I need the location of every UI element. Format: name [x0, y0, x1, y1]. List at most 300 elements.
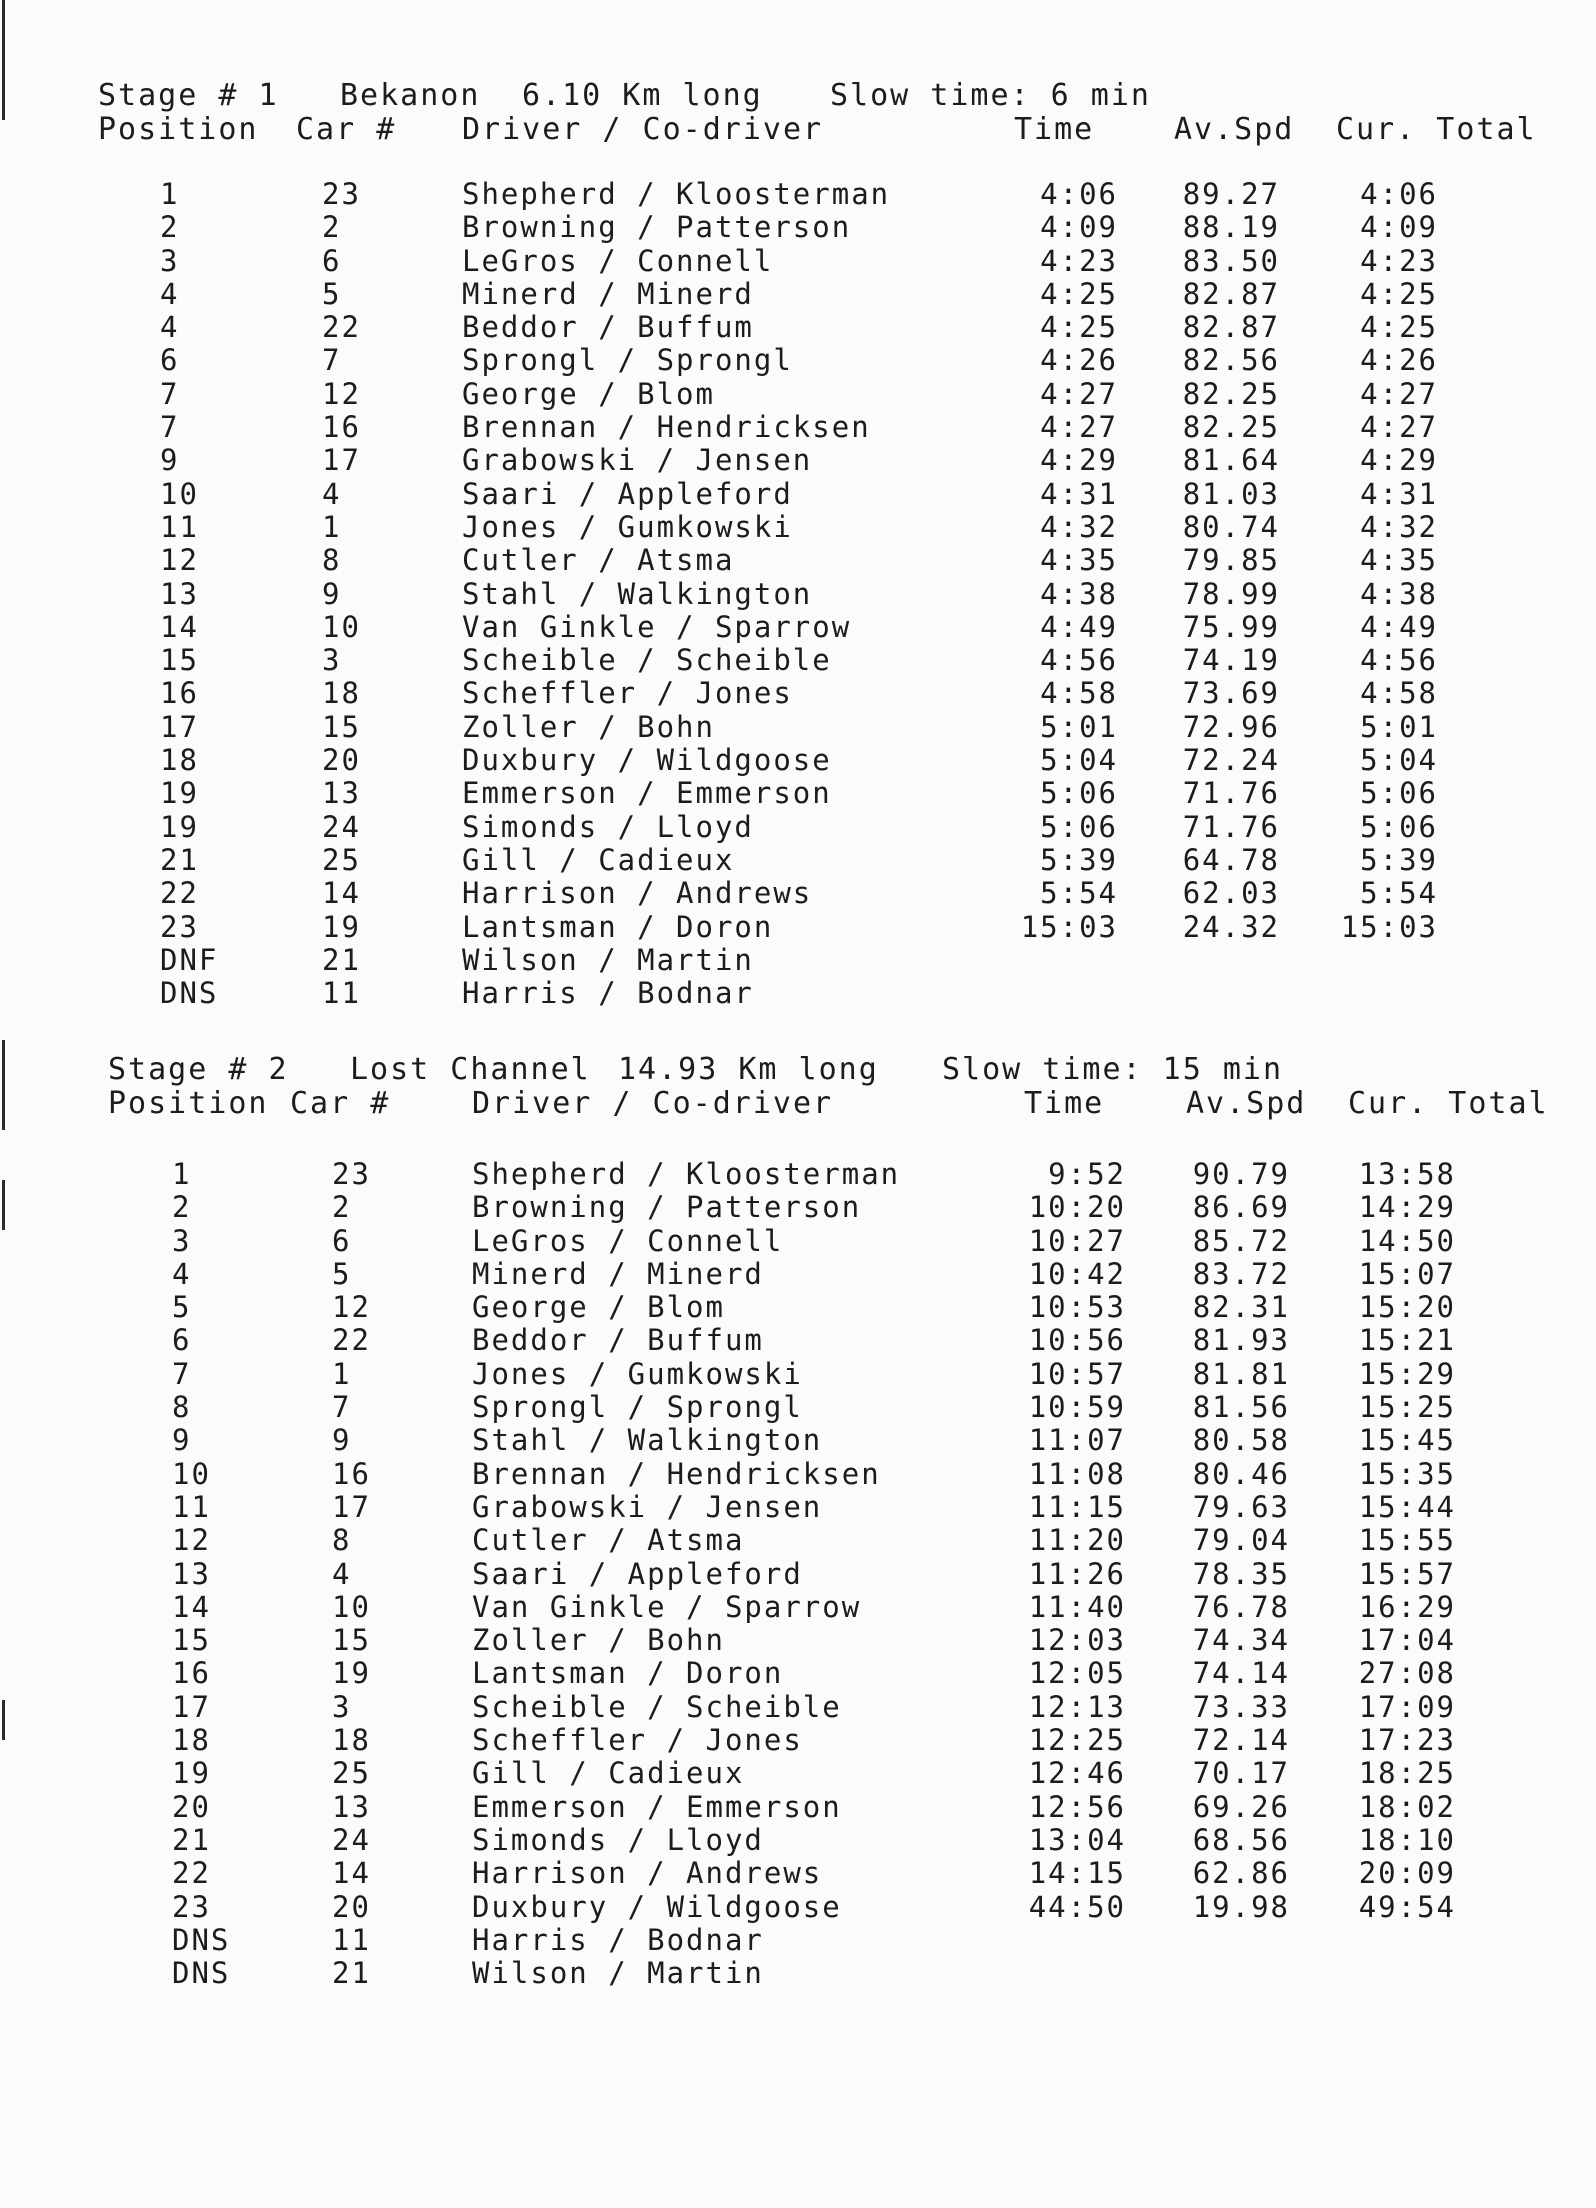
stage-time-cell: 10:57	[1028, 1356, 1126, 1391]
position-cell: 9	[160, 443, 180, 478]
average-speed-cell: 68.56	[1192, 1822, 1290, 1857]
car-number-cell: 13	[322, 776, 361, 811]
position-cell: 4	[172, 1256, 192, 1291]
stage-title: Stage # 1	[98, 78, 279, 113]
result-row	[0, 844, 1596, 877]
car-number-cell: 24	[332, 1822, 371, 1857]
car-number-cell: 11	[322, 976, 361, 1011]
speed-header: Av.Spd	[1186, 1086, 1307, 1121]
driver-cell: Minerd / Minerd	[462, 276, 754, 311]
average-speed-cell: 72.96	[1182, 709, 1280, 744]
car-number-cell: 4	[332, 1556, 352, 1591]
car-number-cell: 22	[322, 310, 361, 345]
cumulative-total-cell: 15:21	[1358, 1323, 1456, 1358]
position-cell: 16	[160, 676, 199, 711]
result-row	[0, 1857, 1596, 1890]
result-row	[0, 178, 1596, 211]
driver-cell: Wilson / Martin	[462, 942, 754, 977]
stage-2-results	[0, 1052, 1596, 1991]
driver-cell: LeGros / Connell	[472, 1223, 784, 1258]
car-number-cell: 19	[332, 1656, 371, 1691]
car-number-cell: 15	[322, 709, 361, 744]
cumulative-total-cell: 14:50	[1358, 1223, 1456, 1258]
driver-cell: Duxbury / Wildgoose	[472, 1889, 842, 1924]
stage-time-cell: 4:35	[1040, 543, 1118, 578]
car-number-cell: 7	[322, 343, 342, 378]
position-cell: 23	[172, 1889, 211, 1924]
cumulative-total-cell: 4:06	[1360, 177, 1438, 211]
result-row	[0, 1624, 1596, 1657]
car-number-cell: 10	[322, 609, 361, 644]
position-cell: 7	[160, 376, 180, 411]
car-number-cell: 17	[322, 443, 361, 478]
result-row	[0, 1358, 1596, 1391]
result-row	[0, 911, 1596, 944]
cumulative-total-cell: 15:29	[1358, 1356, 1456, 1391]
position-cell: 21	[172, 1822, 211, 1857]
driver-cell: Van Ginkle / Sparrow	[462, 609, 852, 644]
stage-time-cell: 5:06	[1040, 776, 1118, 811]
stage-length: 14.93 Km long	[618, 1052, 879, 1087]
driver-cell: Brennan / Hendricksen	[472, 1456, 881, 1491]
position-cell: 13	[172, 1556, 211, 1591]
car-number-cell: 10	[332, 1589, 371, 1624]
position-cell: 4	[160, 310, 180, 345]
average-speed-cell: 81.81	[1192, 1356, 1290, 1391]
stage-time-cell: 10:20	[1028, 1190, 1126, 1225]
car-number-cell: 3	[322, 643, 342, 678]
position-cell: 16	[172, 1656, 211, 1691]
driver-cell: Harris / Bodnar	[462, 976, 754, 1011]
cumulative-total-cell: 15:57	[1358, 1556, 1456, 1591]
position-cell: DNF	[160, 942, 219, 977]
average-speed-cell: 83.72	[1192, 1256, 1290, 1291]
stage-time-cell: 10:42	[1028, 1256, 1126, 1291]
result-row	[0, 1924, 1596, 1957]
position-cell: 20	[172, 1789, 211, 1824]
total-header: Cur. Total	[1336, 112, 1537, 147]
car-number-cell: 22	[332, 1323, 371, 1358]
result-row	[0, 1158, 1596, 1191]
stage-time-cell: 15:03	[1020, 909, 1118, 944]
driver-cell: Cutler / Atsma	[462, 543, 735, 578]
cumulative-total-cell: 4:29	[1360, 443, 1438, 478]
average-speed-cell: 82.87	[1182, 276, 1280, 311]
driver-cell: Wilson / Martin	[472, 1956, 764, 1991]
cumulative-total-cell: 5:54	[1360, 876, 1438, 911]
position-cell: 18	[172, 1723, 211, 1758]
stage-time-cell: 5:54	[1040, 876, 1118, 911]
driver-cell: Scheffler / Jones	[462, 676, 793, 711]
stage-time-cell: 11:15	[1028, 1489, 1126, 1524]
car-number-cell: 21	[332, 1956, 371, 1991]
stage-time-cell: 5:06	[1040, 809, 1118, 844]
average-speed-cell: 73.33	[1192, 1689, 1290, 1724]
stage-time-cell: 12:56	[1028, 1789, 1126, 1824]
average-speed-cell: 89.27	[1182, 177, 1280, 211]
car-number-cell: 7	[332, 1390, 352, 1425]
driver-cell: Emmerson / Emmerson	[462, 776, 832, 811]
result-row	[0, 1757, 1596, 1790]
stage-time-cell: 10:53	[1028, 1290, 1126, 1325]
position-cell: 11	[160, 509, 199, 544]
stage-time-cell: 4:23	[1040, 243, 1118, 278]
average-speed-cell: 78.35	[1192, 1556, 1290, 1591]
result-row	[0, 1824, 1596, 1857]
cumulative-total-cell: 4:31	[1360, 476, 1438, 511]
average-speed-cell: 74.14	[1192, 1656, 1290, 1691]
stage-time-cell: 5:04	[1040, 743, 1118, 778]
driver-cell: Minerd / Minerd	[472, 1256, 764, 1291]
result-row	[0, 744, 1596, 777]
average-speed-cell: 19.98	[1192, 1889, 1290, 1924]
driver-cell: Stahl / Walkington	[462, 576, 813, 611]
result-row	[0, 1191, 1596, 1224]
car-number-cell: 23	[332, 1157, 371, 1191]
position-cell: 3	[172, 1223, 192, 1258]
stage-time-cell: 11:08	[1028, 1456, 1126, 1491]
driver-cell: Zoller / Bohn	[472, 1623, 725, 1658]
driver-cell: LeGros / Connell	[462, 243, 774, 278]
driver-header: Driver / Co-driver	[472, 1086, 834, 1121]
position-cell: 15	[160, 643, 199, 678]
average-speed-cell: 73.69	[1182, 676, 1280, 711]
driver-cell: Grabowski / Jensen	[462, 443, 813, 478]
average-speed-cell: 72.14	[1192, 1723, 1290, 1758]
average-speed-cell: 81.64	[1182, 443, 1280, 478]
result-row	[0, 1424, 1596, 1457]
driver-cell: Harrison / Andrews	[462, 876, 813, 911]
position-cell: 8	[172, 1390, 192, 1425]
result-row	[0, 544, 1596, 577]
average-speed-cell: 62.03	[1182, 876, 1280, 911]
result-row	[0, 611, 1596, 644]
average-speed-cell: 82.87	[1182, 310, 1280, 345]
average-speed-cell: 74.19	[1182, 643, 1280, 678]
stage-time-cell: 11:07	[1028, 1423, 1126, 1458]
driver-cell: Browning / Patterson	[472, 1190, 862, 1225]
position-cell: 23	[160, 909, 199, 944]
cumulative-total-cell: 4:23	[1360, 243, 1438, 278]
driver-cell: George / Blom	[472, 1290, 725, 1325]
car-number-cell: 6	[332, 1223, 352, 1258]
average-speed-cell: 71.76	[1182, 776, 1280, 811]
cumulative-total-cell: 4:27	[1360, 410, 1438, 445]
stage-time-cell: 4:26	[1040, 343, 1118, 378]
driver-cell: Scheible / Scheible	[472, 1689, 842, 1724]
cumulative-total-cell: 4:26	[1360, 343, 1438, 378]
cumulative-total-cell: 5:06	[1360, 809, 1438, 844]
stage-time-cell: 12:13	[1028, 1689, 1126, 1724]
position-cell: 21	[160, 842, 199, 877]
car-number-cell: 17	[332, 1489, 371, 1524]
driver-cell: Sprongl / Sprongl	[462, 343, 793, 378]
driver-cell: Gill / Cadieux	[462, 842, 735, 877]
cumulative-total-cell: 15:07	[1358, 1256, 1456, 1291]
average-speed-cell: 80.46	[1192, 1456, 1290, 1491]
result-row	[0, 944, 1596, 977]
car-number-cell: 24	[322, 809, 361, 844]
cumulative-total-cell: 16:29	[1358, 1589, 1456, 1624]
car-number-cell: 2	[322, 210, 342, 245]
stage-time-cell: 12:46	[1028, 1756, 1126, 1791]
cumulative-total-cell: 4:27	[1360, 376, 1438, 411]
result-row	[0, 977, 1596, 1010]
stage-time-cell: 4:06	[1040, 177, 1118, 211]
position-cell: 7	[172, 1356, 192, 1391]
stage-time-cell: 4:58	[1040, 676, 1118, 711]
average-speed-cell: 62.86	[1192, 1856, 1290, 1891]
result-row	[0, 578, 1596, 611]
position-cell: 6	[172, 1323, 192, 1358]
driver-cell: Saari / Appleford	[462, 476, 793, 511]
cumulative-total-cell: 15:25	[1358, 1390, 1456, 1425]
result-row	[0, 1791, 1596, 1824]
stage-2-title-line	[0, 1052, 1596, 1120]
driver-cell: Harrison / Andrews	[472, 1856, 823, 1891]
stage-1-results	[0, 78, 1596, 1011]
cumulative-total-cell: 4:58	[1360, 676, 1438, 711]
position-cell: 6	[160, 343, 180, 378]
stage-location: Lost Channel	[350, 1052, 591, 1087]
cumulative-total-cell: 15:44	[1358, 1489, 1456, 1524]
car-number-cell: 4	[322, 476, 342, 511]
driver-cell: Shepherd / Kloosterman	[462, 177, 891, 211]
result-row	[0, 245, 1596, 278]
driver-cell: Beddor / Buffum	[472, 1323, 764, 1358]
average-speed-cell: 75.99	[1182, 609, 1280, 644]
average-speed-cell: 64.78	[1182, 842, 1280, 877]
driver-cell: Stahl / Walkington	[472, 1423, 823, 1458]
stage-time-cell: 4:25	[1040, 310, 1118, 345]
stage-time-cell: 10:56	[1028, 1323, 1126, 1358]
result-row	[0, 1391, 1596, 1424]
position-cell: 4	[160, 276, 180, 311]
result-row	[0, 677, 1596, 710]
position-cell: 3	[160, 243, 180, 278]
car-number-cell: 12	[322, 376, 361, 411]
driver-cell: Jones / Gumkowski	[472, 1356, 803, 1391]
cumulative-total-cell: 15:20	[1358, 1290, 1456, 1325]
stage-time-cell: 4:27	[1040, 410, 1118, 445]
stage-2-rows	[0, 1158, 1596, 1990]
average-speed-cell: 81.93	[1192, 1323, 1290, 1358]
result-row	[0, 311, 1596, 344]
result-row	[0, 1524, 1596, 1557]
result-row	[0, 1258, 1596, 1291]
average-speed-cell: 69.26	[1192, 1789, 1290, 1824]
cumulative-total-cell: 4:49	[1360, 609, 1438, 644]
stage-time-cell: 11:20	[1028, 1523, 1126, 1558]
position-cell: 1	[160, 177, 180, 211]
average-speed-cell: 72.24	[1182, 743, 1280, 778]
stage-time-cell: 4:32	[1040, 509, 1118, 544]
driver-cell: Van Ginkle / Sparrow	[472, 1589, 862, 1624]
stage-time-cell: 5:39	[1040, 842, 1118, 877]
car-number-cell: 6	[322, 243, 342, 278]
position-cell: 19	[160, 776, 199, 811]
position-cell: 5	[172, 1290, 192, 1325]
result-row	[0, 1225, 1596, 1258]
driver-header: Driver / Co-driver	[462, 112, 824, 147]
driver-cell: Saari / Appleford	[472, 1556, 803, 1591]
cumulative-total-cell: 17:23	[1358, 1723, 1456, 1758]
car-header: Car #	[296, 112, 397, 147]
driver-cell: Shepherd / Kloosterman	[472, 1157, 901, 1191]
cumulative-total-cell: 5:06	[1360, 776, 1438, 811]
average-speed-cell: 81.03	[1182, 476, 1280, 511]
car-number-cell: 8	[322, 543, 342, 578]
stage-length: 6.10 Km long	[522, 78, 763, 113]
stage-1-title-line	[0, 78, 1596, 146]
stage-time-cell: 4:25	[1040, 276, 1118, 311]
cumulative-total-cell: 5:04	[1360, 743, 1438, 778]
car-number-cell: 16	[322, 410, 361, 445]
car-number-cell: 16	[332, 1456, 371, 1491]
stage-time-cell: 11:26	[1028, 1556, 1126, 1591]
position-cell: 7	[160, 410, 180, 445]
stage-time-cell: 4:09	[1040, 210, 1118, 245]
stage-time-cell: 4:29	[1040, 443, 1118, 478]
cumulative-total-cell: 49:54	[1358, 1889, 1456, 1924]
cumulative-total-cell: 4:32	[1360, 509, 1438, 544]
driver-cell: Scheffler / Jones	[472, 1723, 803, 1758]
cumulative-total-cell: 5:01	[1360, 709, 1438, 744]
result-row	[0, 711, 1596, 744]
result-row	[0, 1458, 1596, 1491]
position-header: Position	[98, 112, 259, 147]
result-row	[0, 211, 1596, 244]
slow-time: Slow time: 15 min	[942, 1052, 1284, 1087]
driver-cell: Duxbury / Wildgoose	[462, 743, 832, 778]
position-header: Position	[108, 1086, 269, 1121]
driver-cell: Jones / Gumkowski	[462, 509, 793, 544]
position-cell: 18	[160, 743, 199, 778]
stage-time-cell: 4:27	[1040, 376, 1118, 411]
stage-time-cell: 10:59	[1028, 1390, 1126, 1425]
car-number-cell: 9	[322, 576, 342, 611]
car-number-cell: 1	[332, 1356, 352, 1391]
position-cell: 14	[172, 1589, 211, 1624]
stage-time-cell: 10:27	[1028, 1223, 1126, 1258]
result-row	[0, 411, 1596, 444]
car-number-cell: 15	[332, 1623, 371, 1658]
average-speed-cell: 81.56	[1192, 1390, 1290, 1425]
driver-cell: Lantsman / Doron	[462, 909, 774, 944]
cumulative-total-cell: 4:25	[1360, 276, 1438, 311]
speed-header: Av.Spd	[1174, 112, 1295, 147]
stage-time-cell: 4:31	[1040, 476, 1118, 511]
cumulative-total-cell: 4:56	[1360, 643, 1438, 678]
position-cell: DNS	[160, 976, 219, 1011]
result-row	[0, 1591, 1596, 1624]
result-row	[0, 1891, 1596, 1924]
cumulative-total-cell: 13:58	[1358, 1157, 1456, 1191]
car-number-cell: 1	[322, 509, 342, 544]
car-header: Car #	[290, 1086, 391, 1121]
car-number-cell: 23	[322, 177, 361, 211]
car-number-cell: 3	[332, 1689, 352, 1724]
result-row	[0, 1558, 1596, 1591]
average-speed-cell: 82.31	[1192, 1290, 1290, 1325]
driver-cell: Grabowski / Jensen	[472, 1489, 823, 1524]
result-row	[0, 278, 1596, 311]
average-speed-cell: 70.17	[1192, 1756, 1290, 1791]
driver-cell: Simonds / Lloyd	[472, 1822, 764, 1857]
car-number-cell: 18	[322, 676, 361, 711]
driver-cell: Beddor / Buffum	[462, 310, 754, 345]
position-cell: 12	[160, 543, 199, 578]
car-number-cell: 2	[332, 1190, 352, 1225]
position-cell: 11	[172, 1489, 211, 1524]
cumulative-total-cell: 15:35	[1358, 1456, 1456, 1491]
position-cell: 9	[172, 1423, 192, 1458]
result-row	[0, 877, 1596, 910]
average-speed-cell: 71.76	[1182, 809, 1280, 844]
average-speed-cell: 86.69	[1192, 1190, 1290, 1225]
average-speed-cell: 82.25	[1182, 410, 1280, 445]
stage-time-cell: 4:49	[1040, 609, 1118, 644]
position-cell: 22	[172, 1856, 211, 1891]
average-speed-cell: 79.04	[1192, 1523, 1290, 1558]
cumulative-total-cell: 5:39	[1360, 842, 1438, 877]
cumulative-total-cell: 4:35	[1360, 543, 1438, 578]
position-cell: 12	[172, 1523, 211, 1558]
position-cell: 19	[172, 1756, 211, 1791]
car-number-cell: 19	[322, 909, 361, 944]
position-cell: 10	[172, 1456, 211, 1491]
car-number-cell: 5	[332, 1256, 352, 1291]
total-header: Cur. Total	[1348, 1086, 1549, 1121]
average-speed-cell: 74.34	[1192, 1623, 1290, 1658]
position-cell: 17	[172, 1689, 211, 1724]
result-row	[0, 1691, 1596, 1724]
result-row	[0, 1657, 1596, 1690]
position-cell: 2	[160, 210, 180, 245]
average-speed-cell: 90.79	[1192, 1157, 1290, 1191]
driver-cell: Browning / Patterson	[462, 210, 852, 245]
cumulative-total-cell: 4:25	[1360, 310, 1438, 345]
average-speed-cell: 24.32	[1182, 909, 1280, 944]
position-cell: 10	[160, 476, 199, 511]
cumulative-total-cell: 15:45	[1358, 1423, 1456, 1458]
stage-time-cell: 44:50	[1028, 1889, 1126, 1924]
driver-cell: Sprongl / Sprongl	[472, 1390, 803, 1425]
position-cell: 19	[160, 809, 199, 844]
driver-cell: Cutler / Atsma	[472, 1523, 745, 1558]
average-speed-cell: 88.19	[1182, 210, 1280, 245]
position-cell: 1	[172, 1157, 192, 1191]
stage-1-rows	[0, 178, 1596, 1010]
slow-time: Slow time: 6 min	[830, 78, 1151, 113]
cumulative-total-cell: 4:09	[1360, 210, 1438, 245]
stage-time-cell: 4:56	[1040, 643, 1118, 678]
cumulative-total-cell: 18:02	[1358, 1789, 1456, 1824]
cumulative-total-cell: 15:55	[1358, 1523, 1456, 1558]
car-number-cell: 20	[322, 743, 361, 778]
stage-time-cell: 14:15	[1028, 1856, 1126, 1891]
result-row	[0, 344, 1596, 377]
position-cell: 14	[160, 609, 199, 644]
average-speed-cell: 80.58	[1192, 1423, 1290, 1458]
car-number-cell: 14	[322, 876, 361, 911]
result-row	[0, 811, 1596, 844]
result-row	[0, 1957, 1596, 1990]
result-row	[0, 1324, 1596, 1357]
driver-cell: Brennan / Hendricksen	[462, 410, 871, 445]
average-speed-cell: 78.99	[1182, 576, 1280, 611]
stage-time-cell: 5:01	[1040, 709, 1118, 744]
